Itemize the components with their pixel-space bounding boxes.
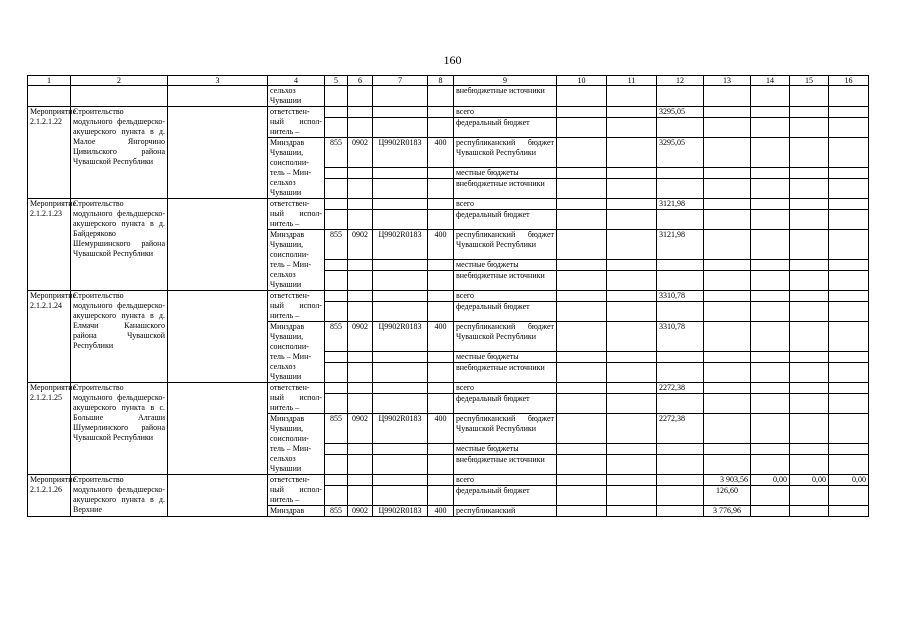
- funding-source: местные бюджеты: [454, 168, 557, 179]
- funding-source: внебюджетные источники: [454, 271, 557, 291]
- measure-id: Мероприятие 2.1.2.1.26: [28, 475, 71, 517]
- value-total: 3 903,56: [704, 475, 751, 486]
- col-num: 12: [657, 76, 704, 86]
- col-num: 3: [168, 76, 268, 86]
- funding-source: местные бюджеты: [454, 260, 557, 271]
- measure-name: Строительство модульного фельдшерско-акушерского пункта в д. Верхние: [71, 475, 168, 517]
- code-rzpr: 0902: [348, 138, 373, 168]
- col-num: 2: [71, 76, 168, 86]
- value-republic: 3310,78: [657, 322, 704, 352]
- code-csr: Ц9902R0183: [373, 230, 428, 260]
- executor-responsible: ответствен-ный испол-нитель –: [268, 291, 325, 322]
- funding-source: местные бюджеты: [454, 444, 557, 455]
- value-total: 0,00: [829, 475, 869, 486]
- code-grbs: 855: [325, 138, 348, 168]
- col-num: 9: [454, 76, 557, 86]
- value-total: 3295,05: [657, 107, 704, 118]
- value-republic: 3121,98: [657, 230, 704, 260]
- code-csr: Ц9902R0183: [373, 506, 428, 517]
- col-num: 7: [373, 76, 428, 86]
- col-num: 15: [790, 76, 829, 86]
- funding-source: внебюджетные источники: [454, 363, 557, 383]
- executor-responsible: ответствен-ный испол-нитель –: [268, 475, 325, 506]
- measure-name: Строительство модульного фельдшерско-акушерского пункта в д. Байдеряково Шемуршинского района Чувашской Республики: [71, 199, 168, 291]
- code-csr: Ц9902R0183: [373, 322, 428, 352]
- code-grbs: 855: [325, 322, 348, 352]
- executor-responsible: ответствен-ный испол-нитель –: [268, 383, 325, 414]
- executor-co: Минздрав Чувашии, соисполни-тель – Мин-сельхоз Чувашии: [268, 414, 325, 475]
- value-republic: 3295,05: [657, 138, 704, 168]
- executor-co: Минздрав: [268, 506, 325, 517]
- code-vr: 400: [428, 230, 454, 260]
- value-federal: 126,60: [704, 486, 751, 506]
- code-vr: 400: [428, 414, 454, 444]
- executor-co: Минздрав Чувашии, соисполни-тель – Мин-сельхоз Чувашии: [268, 322, 325, 383]
- col-num: 6: [348, 76, 373, 86]
- col-num: 11: [607, 76, 657, 86]
- value-total: 3121,98: [657, 199, 704, 210]
- value-total: 3310,78: [657, 291, 704, 302]
- code-rzpr: 0902: [348, 230, 373, 260]
- measure-name: Строительство модульного фельдшерско-акушерского пункта в д. Елмачи Канашского района Чувашской Республики: [71, 291, 168, 383]
- col-num: 10: [557, 76, 607, 86]
- col-num: 14: [751, 76, 790, 86]
- funding-source: местные бюджеты: [454, 352, 557, 363]
- funding-source: всего: [454, 383, 557, 394]
- code-grbs: 855: [325, 414, 348, 444]
- col-num: 16: [829, 76, 869, 86]
- funding-source: всего: [454, 199, 557, 210]
- measure-row-total: [28, 475, 869, 486]
- col-num: 1: [28, 76, 71, 86]
- funding-source: республиканский бюджет Чувашской Республики: [454, 230, 557, 260]
- executor-responsible: ответствен-ный испол-нитель –: [268, 199, 325, 230]
- funding-source: федеральный бюджет: [454, 394, 557, 414]
- code-rzpr: 0902: [348, 414, 373, 444]
- funding-source: внебюджетные источники: [454, 455, 557, 475]
- funding-source: федеральный бюджет: [454, 118, 557, 138]
- funding-source: внебюджетные источники: [454, 86, 557, 107]
- value-republic: 2272,38: [657, 414, 704, 444]
- funding-source: республиканский бюджет Чувашской Республики: [454, 414, 557, 444]
- funding-source: федеральный бюджет: [454, 302, 557, 322]
- code-rzpr: 0902: [348, 322, 373, 352]
- measure-row-total: [28, 383, 869, 394]
- measure-id: Мероприятие 2.1.2.1.25: [28, 383, 71, 475]
- measure-row-total: [28, 291, 869, 302]
- code-rzpr: 0902: [348, 506, 373, 517]
- funding-source: всего: [454, 107, 557, 118]
- funding-source: внебюджетные источники: [454, 179, 557, 199]
- code-grbs: 855: [325, 230, 348, 260]
- funding-source: всего: [454, 291, 557, 302]
- measure-row-total: [28, 199, 869, 210]
- funding-source: федеральный бюджет: [454, 486, 557, 506]
- column-number-row: [28, 76, 869, 86]
- value-total: 2272,38: [657, 383, 704, 394]
- funding-source: республиканский: [454, 506, 557, 517]
- funding-source: республиканский бюджет Чувашской Республики: [454, 138, 557, 168]
- col-num: 8: [428, 76, 454, 86]
- measure-id: Мероприятие 2.1.2.1.24: [28, 291, 71, 383]
- value-republic: 3 776,96: [704, 506, 751, 517]
- executor-responsible: ответствен-ный испол-нитель –: [268, 107, 325, 138]
- funding-source: федеральный бюджет: [454, 210, 557, 230]
- executor-co: Минздрав Чувашии, соисполни-тель – Мин-сельхоз Чувашии: [268, 138, 325, 199]
- measure-id: Мероприятие 2.1.2.1.22: [28, 107, 71, 199]
- measure-name: Строительство модульного фельдшерско-акушерского пункта в д. Малое Янгорчино Цивильского района Чувашской Республики: [71, 107, 168, 199]
- executor-co: Минздрав Чувашии, соисполни-тель – Мин-сельхоз Чувашии: [268, 230, 325, 291]
- code-csr: Ц9902R0183: [373, 414, 428, 444]
- code-vr: 400: [428, 322, 454, 352]
- funding-source: всего: [454, 475, 557, 486]
- code-vr: 400: [428, 506, 454, 517]
- continuation-row: [28, 86, 869, 107]
- page-number: 160: [443, 53, 462, 67]
- measure-id: Мероприятие 2.1.2.1.23: [28, 199, 71, 291]
- funding-source: республиканский бюджет Чувашской Республики: [454, 322, 557, 352]
- budget-table: [27, 75, 869, 517]
- measure-row-total: [28, 107, 869, 118]
- value-total: 0,00: [751, 475, 790, 486]
- code-grbs: 855: [325, 506, 348, 517]
- measure-name: Строительство модульного фельдшерско-акушерского пункта в с. Большие Алгаши Шумерлинского района Чувашской Республики: [71, 383, 168, 475]
- executor-cell: сельхоз Чувашии: [268, 86, 325, 107]
- code-csr: Ц9902R0183: [373, 138, 428, 168]
- col-num: 13: [704, 76, 751, 86]
- value-total: 0,00: [790, 475, 829, 486]
- col-num: 4: [268, 76, 325, 86]
- code-vr: 400: [428, 138, 454, 168]
- col-num: 5: [325, 76, 348, 86]
